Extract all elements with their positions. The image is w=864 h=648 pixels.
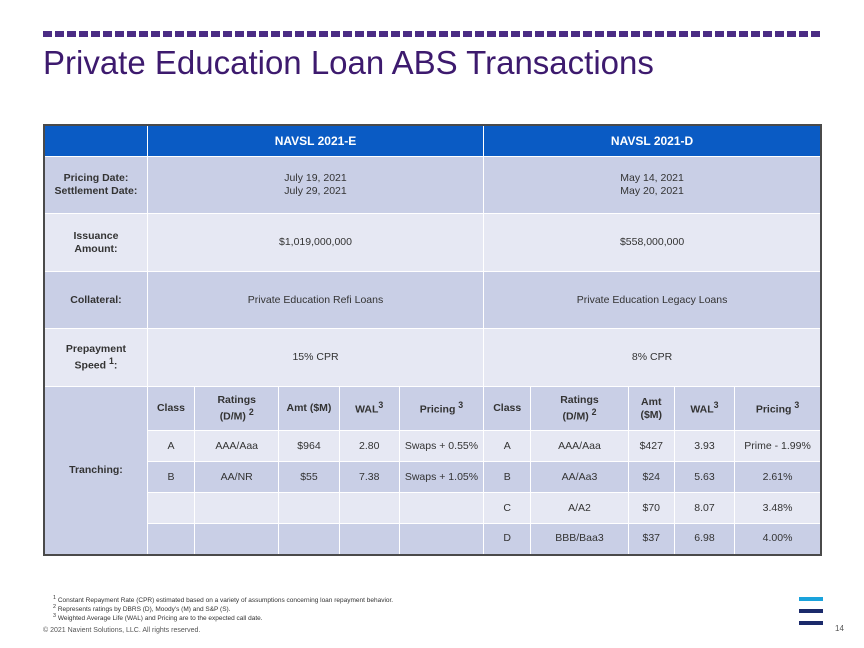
e-pricing <box>399 524 483 555</box>
prepayment-row <box>44 329 821 387</box>
e-amt: $964 <box>279 431 339 462</box>
footnote-1: $^1$ Constant Repayment Rate (CPR) estimated based on a variety of assumptions concerning loan repayment behavior. <box>53 595 394 605</box>
e-pricing: Swaps + 1.05% <box>399 462 483 493</box>
e-pricing: Swaps + 0.55% <box>399 431 483 462</box>
footnote-2: $^2$ Represents ratings by DBRS (D), Moody's (M) and S&P (S). <box>53 604 231 614</box>
e-amt <box>279 524 339 555</box>
navient-logo-icon <box>799 597 823 633</box>
deal-e-name: NAVSL 2021-E <box>147 125 483 157</box>
d-class: B <box>484 462 531 493</box>
logo-bar <box>799 597 823 601</box>
deal-header-row <box>44 125 821 157</box>
d-class: C <box>484 493 531 524</box>
e-rating: AA/NR <box>195 462 279 493</box>
issuance-label: Issuance Amount: <box>44 214 147 272</box>
d-pricing: Prime - 1.99% <box>735 431 821 462</box>
tranche-header-row <box>44 387 821 431</box>
col-ratings: Ratings (D/M) $^2$ <box>195 387 279 431</box>
e-class <box>147 524 194 555</box>
deal-d-issuance: $558,000,000 <box>484 214 821 272</box>
d-pricing: 3.48% <box>735 493 821 524</box>
d-amt: $70 <box>628 493 674 524</box>
e-amt: $55 <box>279 462 339 493</box>
e-amt <box>279 493 339 524</box>
page-title: Private Education Loan ABS Transactions <box>43 44 654 81</box>
prepayment-label: Prepayment Speed $^1$: <box>44 329 147 387</box>
d-wal: 3.93 <box>674 431 734 462</box>
header-blank <box>44 125 147 157</box>
tranche-row <box>44 431 821 462</box>
deal-d-name: NAVSL 2021-D <box>484 125 821 157</box>
e-class: B <box>147 462 194 493</box>
dates-label: Pricing Date: Settlement Date: <box>44 157 147 214</box>
deal-d-prepayment: 8% CPR <box>484 329 821 387</box>
deal-e-prepayment: 15% CPR <box>147 329 483 387</box>
e-class: A <box>147 431 194 462</box>
d-wal: 6.98 <box>674 524 734 555</box>
col-wal: WAL$^3$ <box>339 387 399 431</box>
d-rating: A/A2 <box>531 493 628 524</box>
tranche-row <box>44 493 821 524</box>
d-class: A <box>484 431 531 462</box>
e-wal <box>339 524 399 555</box>
footnote-3: $^3$ Weighted Average Life (WAL) and Pricing are to the expected call date. <box>53 613 263 623</box>
e-class <box>147 493 194 524</box>
e-rating <box>195 524 279 555</box>
e-rating <box>195 493 279 524</box>
deal-d-collateral: Private Education Legacy Loans <box>484 272 821 329</box>
d-amt: $427 <box>628 431 674 462</box>
page-number: 14 <box>835 624 844 633</box>
e-rating: AAA/Aaa <box>195 431 279 462</box>
copyright: © 2021 Navient Solutions, LLC. All rights reserved. <box>43 627 201 634</box>
issuance-row <box>44 214 821 272</box>
tranche-row <box>44 524 821 555</box>
deal-d-dates: May 14, 2021 May 20, 2021 <box>484 157 821 214</box>
d-wal: 5.63 <box>674 462 734 493</box>
deal-e-issuance: $1,019,000,000 <box>147 214 483 272</box>
tranching-label: Tranching: <box>44 387 147 555</box>
col-pricing: Pricing $^3$ <box>735 387 821 431</box>
collateral-row <box>44 272 821 329</box>
e-pricing <box>399 493 483 524</box>
col-amt: Amt ($M) <box>628 387 674 431</box>
deal-e-collateral: Private Education Refi Loans <box>147 272 483 329</box>
dates-row <box>44 157 821 214</box>
d-rating: BBB/Baa3 <box>531 524 628 555</box>
col-wal: WAL$^3$ <box>674 387 734 431</box>
col-ratings: Ratings (D/M) $^2$ <box>531 387 628 431</box>
tranche-row <box>44 462 821 493</box>
col-class: Class <box>484 387 531 431</box>
col-pricing: Pricing $^3$ <box>399 387 483 431</box>
e-wal <box>339 493 399 524</box>
deal-e-dates: July 19, 2021 July 29, 2021 <box>147 157 483 214</box>
abs-transactions-table <box>43 124 822 556</box>
d-rating: AA/Aa3 <box>531 462 628 493</box>
d-rating: AAA/Aaa <box>531 431 628 462</box>
col-amt: Amt ($M) <box>279 387 339 431</box>
d-pricing: 2.61% <box>735 462 821 493</box>
d-class: D <box>484 524 531 555</box>
d-wal: 8.07 <box>674 493 734 524</box>
d-pricing: 4.00% <box>735 524 821 555</box>
d-amt: $24 <box>628 462 674 493</box>
logo-bar <box>799 609 823 613</box>
col-class: Class <box>147 387 194 431</box>
collateral-label: Collateral: <box>44 272 147 329</box>
e-wal: 2.80 <box>339 431 399 462</box>
e-wal: 7.38 <box>339 462 399 493</box>
logo-bar <box>799 621 823 625</box>
d-amt: $37 <box>628 524 674 555</box>
top-rule <box>43 31 821 37</box>
